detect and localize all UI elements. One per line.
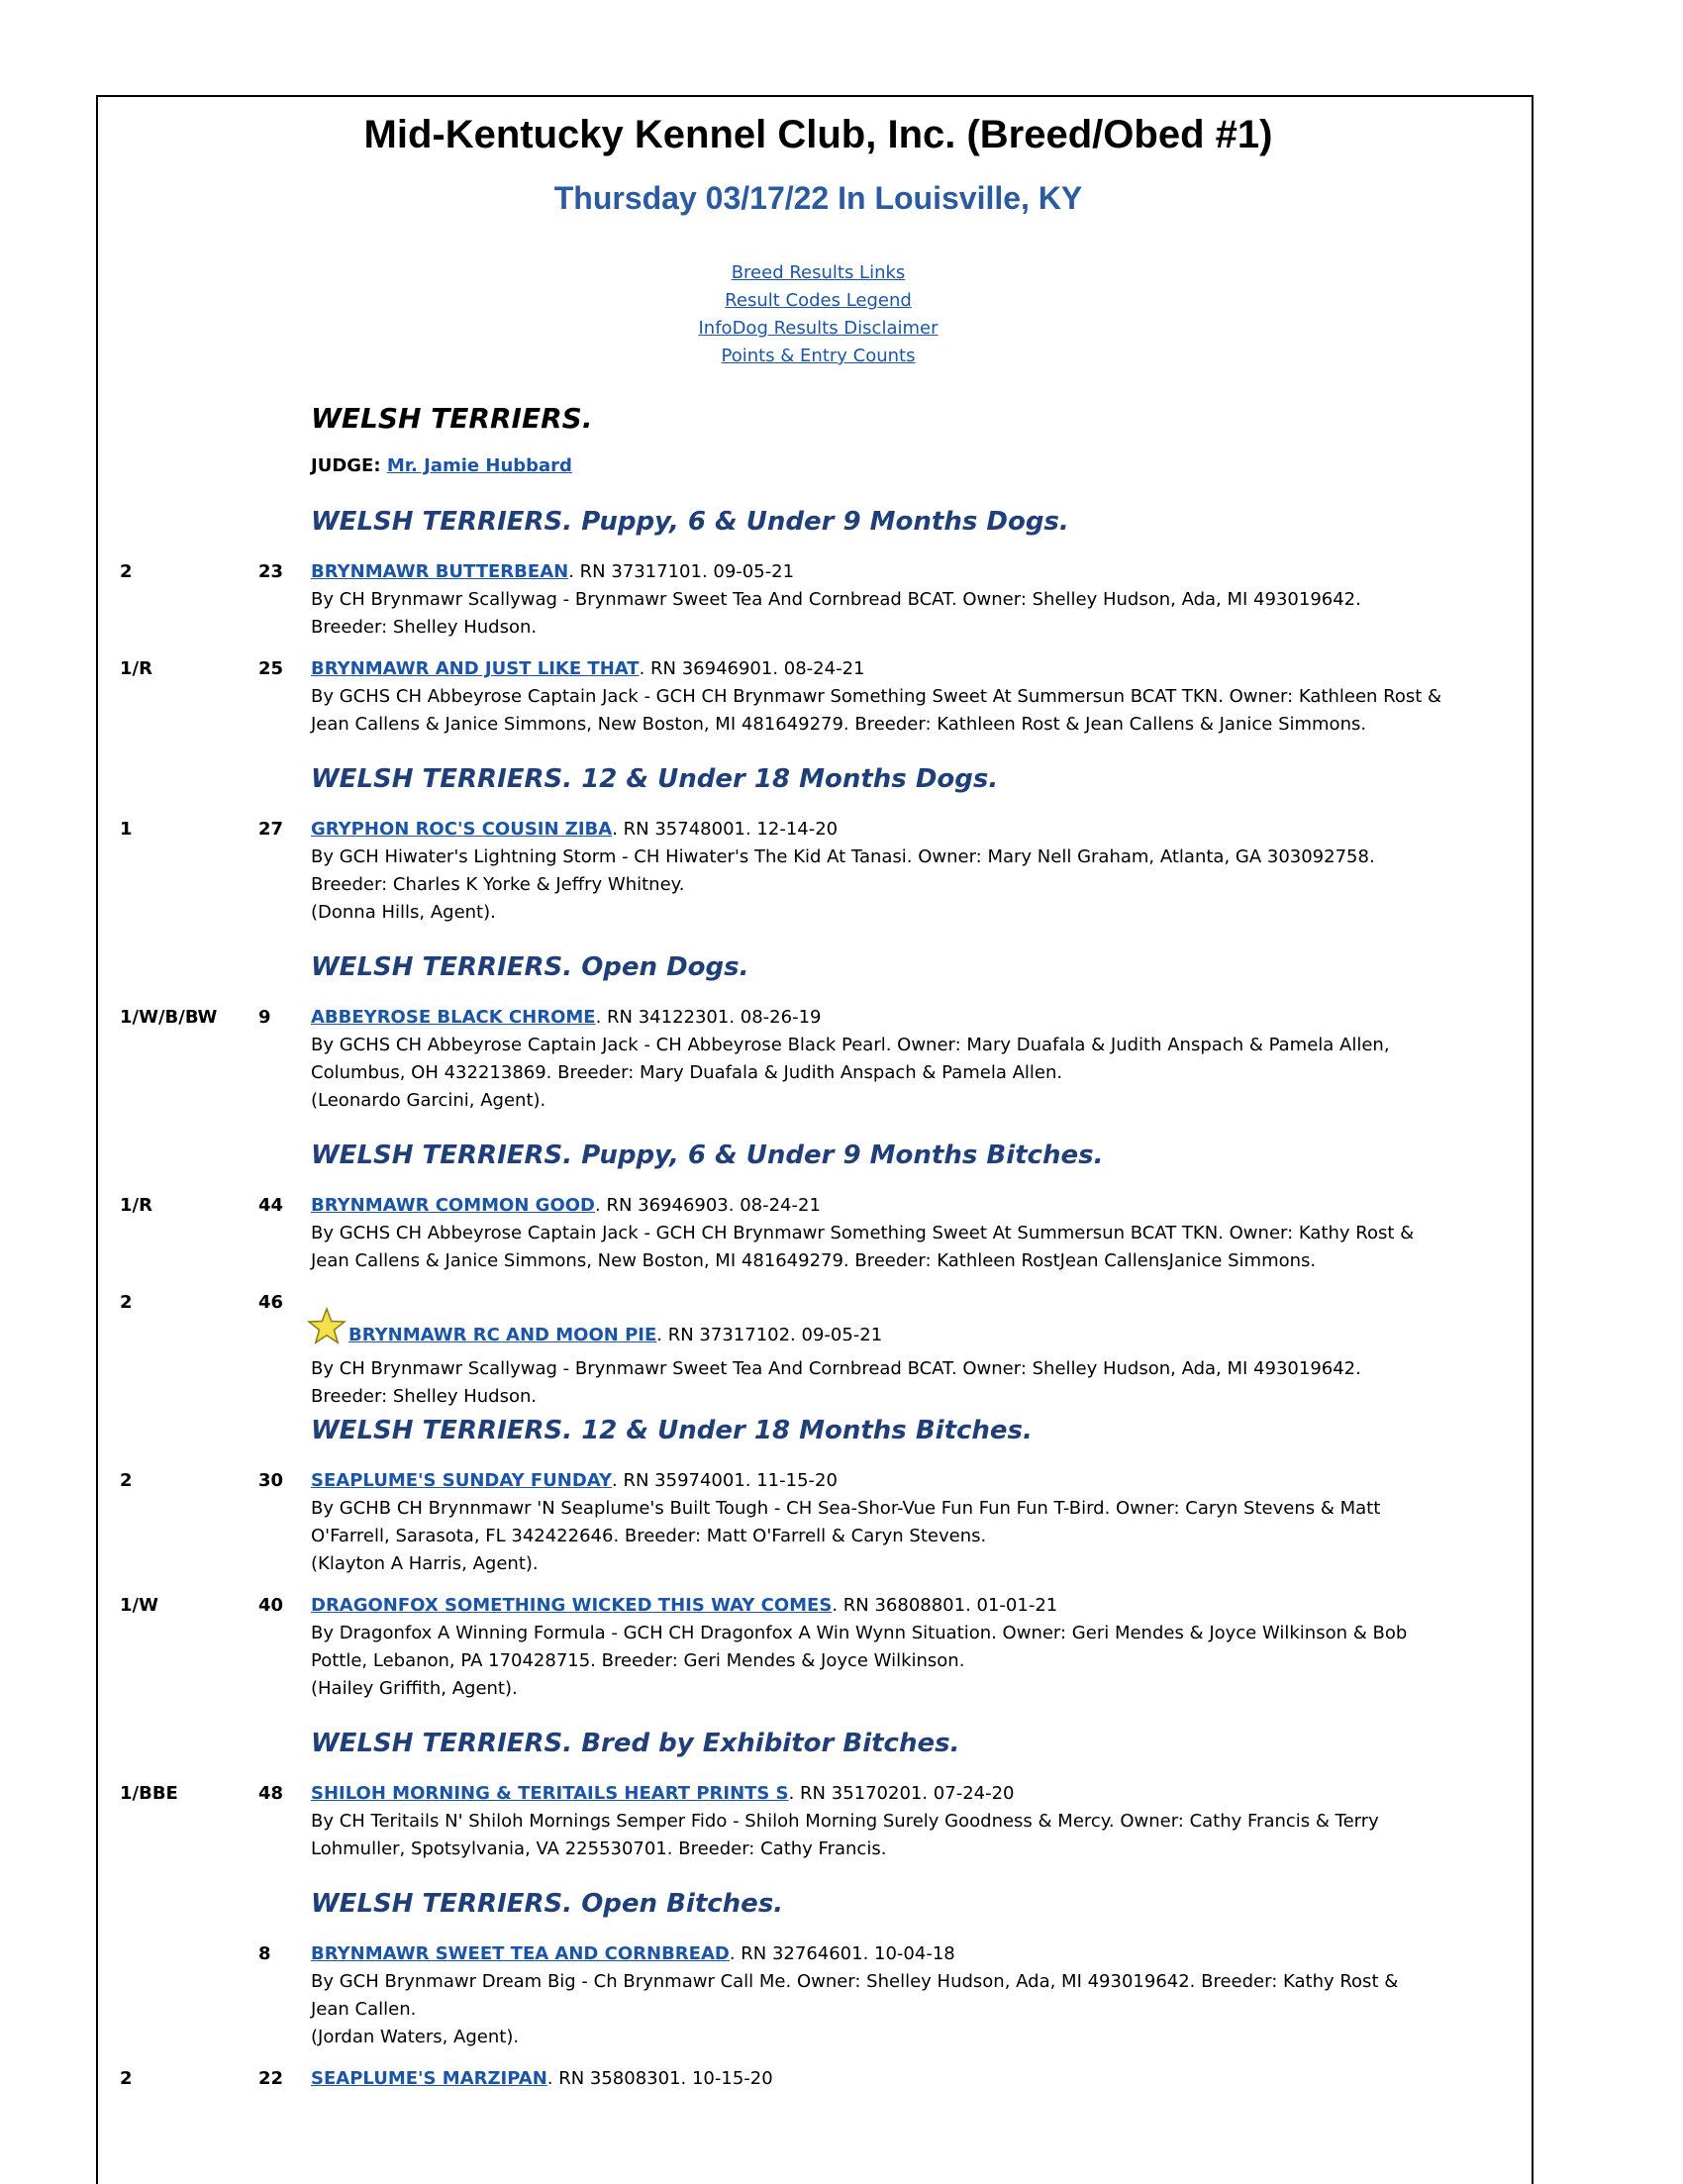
armband-number: 8 bbox=[258, 1943, 271, 1964]
armband-number: 9 bbox=[258, 1007, 271, 1028]
pedigree-owner: By Dragonfox A Winning Formula - GCH CH Dragonfox A Win Wynn Situation. Owner: Geri Mendes & Joyce Wilkinson & Bob bbox=[311, 1623, 1408, 1643]
page-title: Mid-Kentucky Kennel Club, Inc. (Breed/Obed #1) bbox=[363, 113, 1273, 156]
agent-info: (Leonardo Garcini, Agent). bbox=[311, 1090, 546, 1111]
class-heading: WELSH TERRIERS. Open Dogs. bbox=[311, 952, 749, 982]
breeder-info: Pottle, Lebanon, PA 170428715. Breeder: Geri Mendes & Joyce Wilkinson. bbox=[311, 1650, 965, 1671]
dog-name-link[interactable]: SEAPLUME'S SUNDAY FUNDAY bbox=[311, 1470, 613, 1491]
dog-name-link[interactable]: SEAPLUME'S MARZIPAN bbox=[311, 2068, 547, 2089]
class-heading: WELSH TERRIERS. 12 & Under 18 Months Dogs. bbox=[311, 764, 999, 794]
results-disclaimer-link[interactable]: InfoDog Results Disclaimer bbox=[698, 318, 939, 339]
judge-label: JUDGE: bbox=[311, 455, 381, 476]
pedigree-owner: By CH Teritails N' Shiloh Mornings Semper Fido - Shiloh Morning Surely Goodness & Mercy. Owner: Cathy Francis & Terry bbox=[311, 1811, 1379, 1832]
registration: . RN 36808801. 01-01-21 bbox=[832, 1595, 1058, 1616]
registration: . RN 35170201. 07-24-20 bbox=[788, 1783, 1015, 1804]
class-heading: WELSH TERRIERS. 12 & Under 18 Months Bitches. bbox=[311, 1416, 1033, 1445]
event-date-location: Thursday 03/17/22 In Louisville, KY bbox=[553, 180, 1083, 216]
breeder-info: Breeder: Shelley Hudson. bbox=[311, 1386, 538, 1407]
pedigree-owner: By CH Brynmawr Scallywag - Brynmawr Sweet Tea And Cornbread BCAT. Owner: Shelley Hudson, Ada, MI 493019642. bbox=[311, 1358, 1361, 1379]
dog-name-link[interactable]: BRYNMAWR RC AND MOON PIE bbox=[348, 1325, 657, 1345]
breeder-info: Breeder: Charles K Yorke & Jeffry Whitney. bbox=[311, 874, 685, 895]
registration: . RN 35974001. 11-15-20 bbox=[612, 1470, 838, 1491]
pedigree-owner: By GCH Hiwater's Lightning Storm - CH Hiwater's The Kid At Tanasi. Owner: Mary Nell Graham, Atlanta, GA 303092758. bbox=[311, 846, 1375, 867]
placement: 1/W bbox=[120, 1595, 158, 1616]
class-heading: WELSH TERRIERS. Puppy, 6 & Under 9 Months Bitches. bbox=[311, 1141, 1104, 1170]
pedigree-owner: By GCHS CH Abbeyrose Captain Jack - GCH CH Brynmawr Something Sweet At Summersun BCAT TKN. Owner: Kathleen Rost & bbox=[311, 686, 1442, 707]
registration: . RN 32764601. 10-04-18 bbox=[729, 1943, 955, 1964]
registration: . RN 35808301. 10-15-20 bbox=[546, 2068, 773, 2089]
agent-info: (Donna Hills, Agent). bbox=[311, 902, 496, 923]
judge-line bbox=[311, 455, 572, 476]
registration: . RN 36946903. 08-24-21 bbox=[595, 1195, 821, 1216]
dog-name-link[interactable]: GRYPHON ROC'S COUSIN ZIBA bbox=[311, 819, 613, 840]
armband-number: 23 bbox=[258, 561, 284, 582]
pedigree-owner: By GCH Brynmawr Dream Big - Ch Brynmawr Call Me. Owner: Shelley Hudson, Ada, MI 493019642. Breeder: Kathy Rost & bbox=[311, 1971, 1399, 1992]
breeder-info: Breeder: Shelley Hudson. bbox=[311, 617, 538, 638]
breeder-info: Jean Callens & Janice Simmons, New Boston, MI 481649279. Breeder: Kathleen Rost & Jean Callens & Janice Simmons. bbox=[311, 714, 1367, 735]
dog-name-link[interactable]: SHILOH MORNING & TERITAILS HEART PRINTS S bbox=[311, 1783, 789, 1804]
registration: . RN 34122301. 08-26-19 bbox=[595, 1007, 822, 1028]
dog-name-link[interactable]: DRAGONFOX SOMETHING WICKED THIS WAY COMES bbox=[311, 1595, 833, 1616]
placement: 1/BBE bbox=[120, 1783, 178, 1804]
armband-number: 44 bbox=[258, 1195, 284, 1216]
placement: 2 bbox=[120, 561, 133, 582]
star-icon bbox=[307, 1307, 346, 1355]
armband-number: 48 bbox=[258, 1783, 284, 1804]
registration: . RN 36946901. 08-24-21 bbox=[639, 658, 865, 679]
placement: 2 bbox=[120, 1292, 133, 1313]
registration: . RN 37317101. 09-05-21 bbox=[568, 561, 795, 582]
registration: . RN 35748001. 12-14-20 bbox=[612, 819, 839, 840]
pedigree-owner: By CH Brynmawr Scallywag - Brynmawr Sweet Tea And Cornbread BCAT. Owner: Shelley Hudson, Ada, MI 493019642. bbox=[311, 589, 1361, 610]
pedigree-owner: By GCHB CH Brynnmawr 'N Seaplume's Built Tough - CH Sea-Shor-Vue Fun Fun Fun T-Bird. Owner: Caryn Stevens & Matt bbox=[311, 1498, 1381, 1519]
breeder-info: Jean Callen. bbox=[311, 1999, 417, 2020]
placement: 2 bbox=[120, 1470, 133, 1491]
breeder-info: O'Farrell, Sarasota, FL 342422646. Breeder: Matt O'Farrell & Caryn Stevens. bbox=[311, 1526, 987, 1546]
class-heading: WELSH TERRIERS. Bred by Exhibitor Bitches. bbox=[311, 1729, 960, 1758]
placement: 1 bbox=[120, 819, 133, 840]
class-heading: WELSH TERRIERS. Open Bitches. bbox=[311, 1889, 784, 1919]
dog-name-link[interactable]: BRYNMAWR AND JUST LIKE THAT bbox=[311, 658, 640, 679]
dog-name-link[interactable]: BRYNMAWR SWEET TEA AND CORNBREAD bbox=[311, 1943, 730, 1964]
class-heading: WELSH TERRIERS. Puppy, 6 & Under 9 Months Dogs. bbox=[311, 507, 1069, 537]
placement: 1/R bbox=[120, 658, 152, 679]
armband-number: 27 bbox=[258, 819, 284, 840]
agent-info: (Hailey Griffith, Agent). bbox=[311, 1678, 518, 1699]
breed-results-link[interactable]: Breed Results Links bbox=[731, 262, 906, 283]
armband-number: 46 bbox=[258, 1292, 284, 1313]
breeder-info: Jean Callens & Janice Simmons, New Boston, MI 481649279. Breeder: Kathleen RostJean CallensJanice Simmons. bbox=[311, 1250, 1317, 1271]
registration: . RN 37317102. 09-05-21 bbox=[656, 1325, 883, 1345]
dog-name-link[interactable]: BRYNMAWR BUTTERBEAN bbox=[311, 561, 569, 582]
placement: 1/W/B/BW bbox=[120, 1007, 218, 1028]
armband-number: 30 bbox=[258, 1470, 284, 1491]
agent-info: (Jordan Waters, Agent). bbox=[311, 2027, 520, 2047]
armband-number: 25 bbox=[258, 658, 284, 679]
pedigree-owner: By GCHS CH Abbeyrose Captain Jack - CH Abbeyrose Black Pearl. Owner: Mary Duafala & Judith Anspach & Pamela Allen, bbox=[311, 1035, 1390, 1055]
dog-name-link[interactable]: ABBEYROSE BLACK CHROME bbox=[311, 1007, 596, 1028]
armband-number: 40 bbox=[258, 1595, 284, 1616]
breeder-info: Columbus, OH 432213869. Breeder: Mary Duafala & Judith Anspach & Pamela Allen. bbox=[311, 1062, 1063, 1083]
judge-name-link[interactable]: Mr. Jamie Hubbard bbox=[386, 455, 572, 476]
points-entry-counts-link[interactable]: Points & Entry Counts bbox=[721, 346, 916, 366]
armband-number: 22 bbox=[258, 2068, 284, 2089]
placement: 2 bbox=[120, 2068, 133, 2089]
nav-links bbox=[0, 259, 1636, 370]
pedigree-owner: By GCHS CH Abbeyrose Captain Jack - GCH CH Brynmawr Something Sweet At Summersun BCAT TKN. Owner: Kathy Rost & bbox=[311, 1223, 1415, 1243]
agent-info: (Klayton A Harris, Agent). bbox=[311, 1553, 539, 1574]
result-codes-legend-link[interactable]: Result Codes Legend bbox=[725, 290, 912, 311]
breeder-info: Lohmuller, Spotsylvania, VA 225530701. Breeder: Cathy Francis. bbox=[311, 1838, 887, 1859]
placement: 1/R bbox=[120, 1195, 152, 1216]
breed-heading: WELSH TERRIERS. bbox=[311, 402, 593, 435]
dog-name-link[interactable]: BRYNMAWR COMMON GOOD bbox=[311, 1195, 595, 1216]
